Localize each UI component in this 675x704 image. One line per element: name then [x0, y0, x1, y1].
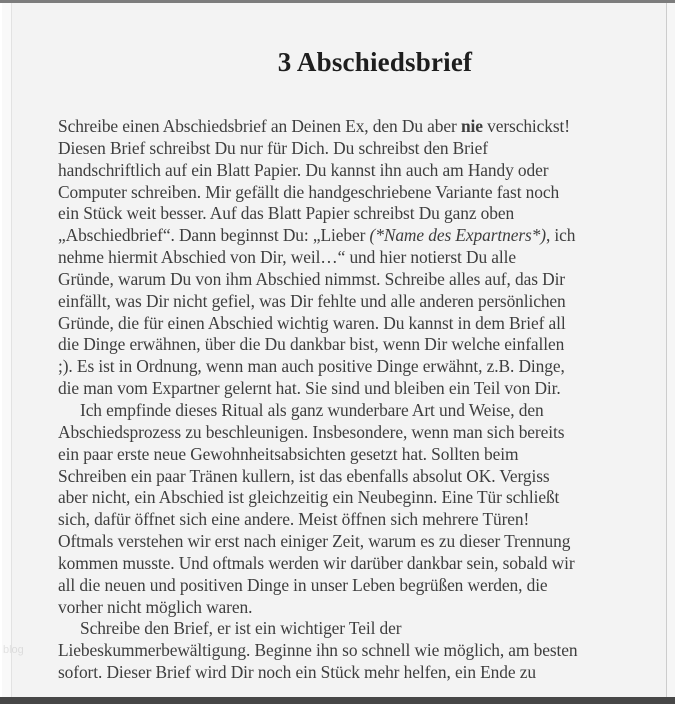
text-line: nehme hiermit Abschied von Dir, weil…“ und hier notierst Du alle [58, 247, 516, 268]
text-line: sich, dafür öffnet sich eine andere. Meist öffnen sich mehrere Türen! [58, 509, 530, 530]
text-line: aber nicht, ein Abschied ist gleichzeitig ein Neubeginn. Eine Tür schließt [58, 487, 560, 508]
bottom-border [0, 697, 675, 704]
text-line: ein Stück weit besser. Auf das Blatt Papier schreibst Du ganz oben [58, 203, 515, 224]
text-line: die Dinge erwähnen, über die Du dankbar bist, wenn Dir welche einfallen [58, 334, 565, 355]
text-line: Liebeskummerbewältigung. Beginne ihn so schnell wie möglich, am besten [58, 640, 578, 661]
text-line: ein paar erste neue Gewohnheitsabsichten gesetzt hat. Sollten beim [58, 443, 519, 464]
text-line: einfällt, was Dir nicht gefiel, was Dir fehlte und alle anderen persönlichen [58, 290, 566, 311]
text-line: Schreiben ein paar Tränen kullern, ist das ebenfalls absolut OK. Vergiss [58, 465, 550, 486]
page-title: 3 Abschiedsbrief [277, 47, 473, 78]
text-line: Oftmals verstehen wir erst nach einiger Zeit, warum es zu dieser Trennung [58, 531, 571, 552]
text-line: die man vom Expartner gelernt hat. Sie sind und bleiben ein Teil von Dir. [58, 378, 561, 399]
text-line: Schreibe einen Abschiedsbrief an Deinen Ex, den Du aber nie verschickst! [58, 116, 570, 136]
text-line: sofort. Dieser Brief wird Dir noch ein Stück mehr helfen, ein Ende zu [58, 662, 536, 683]
body-text [58, 116, 626, 684]
top-border [0, 0, 675, 3]
text-line: „Abschiedbrief“. Dann beginnst Du: „Lieber (*Name des Expartners*), ich [58, 225, 576, 246]
text-line: Gründe, die für einen Abschied wichtig waren. Du kannst in dem Brief all [58, 312, 566, 333]
text-line: Ich empfinde dieses Ritual als ganz wunderbare Art und Weise, den [80, 399, 544, 420]
text-line: ;). Es ist in Ordnung, wenn man auch positive Dinge erwähnt, z.B. Dinge, [58, 356, 565, 377]
text-line: handschriftlich auf ein Blatt Papier. Du kannst ihn auch am Handy oder [58, 159, 549, 180]
left-page-edge [0, 3, 12, 697]
text-line: Diesen Brief schreibst Du nur für Dich. Du schreibst den Brief [58, 137, 488, 158]
text-line: vorher nicht möglich waren. [58, 596, 253, 617]
text-line: Computer schreiben. Mir gefällt die handgeschriebene Variante fast noch [58, 181, 560, 202]
text-line: Gründe, warum Du von ihm Abschied nimmst. Schreibe alles auf, das Dir [58, 268, 565, 289]
text-line: Schreibe den Brief, er ist ein wichtiger Teil der [80, 618, 402, 639]
watermark-text: blog [3, 644, 24, 656]
right-page-edge [666, 3, 675, 697]
text-line: kommen musste. Und oftmals werden wir darüber dankbar sein, sobald wir [58, 552, 575, 573]
text-line: Abschiedsprozess zu beschleunigen. Insbesondere, wenn man sich bereits [58, 421, 565, 442]
text-line: all die neuen und positiven Dinge in unser Leben begrüßen werden, die [58, 574, 548, 595]
